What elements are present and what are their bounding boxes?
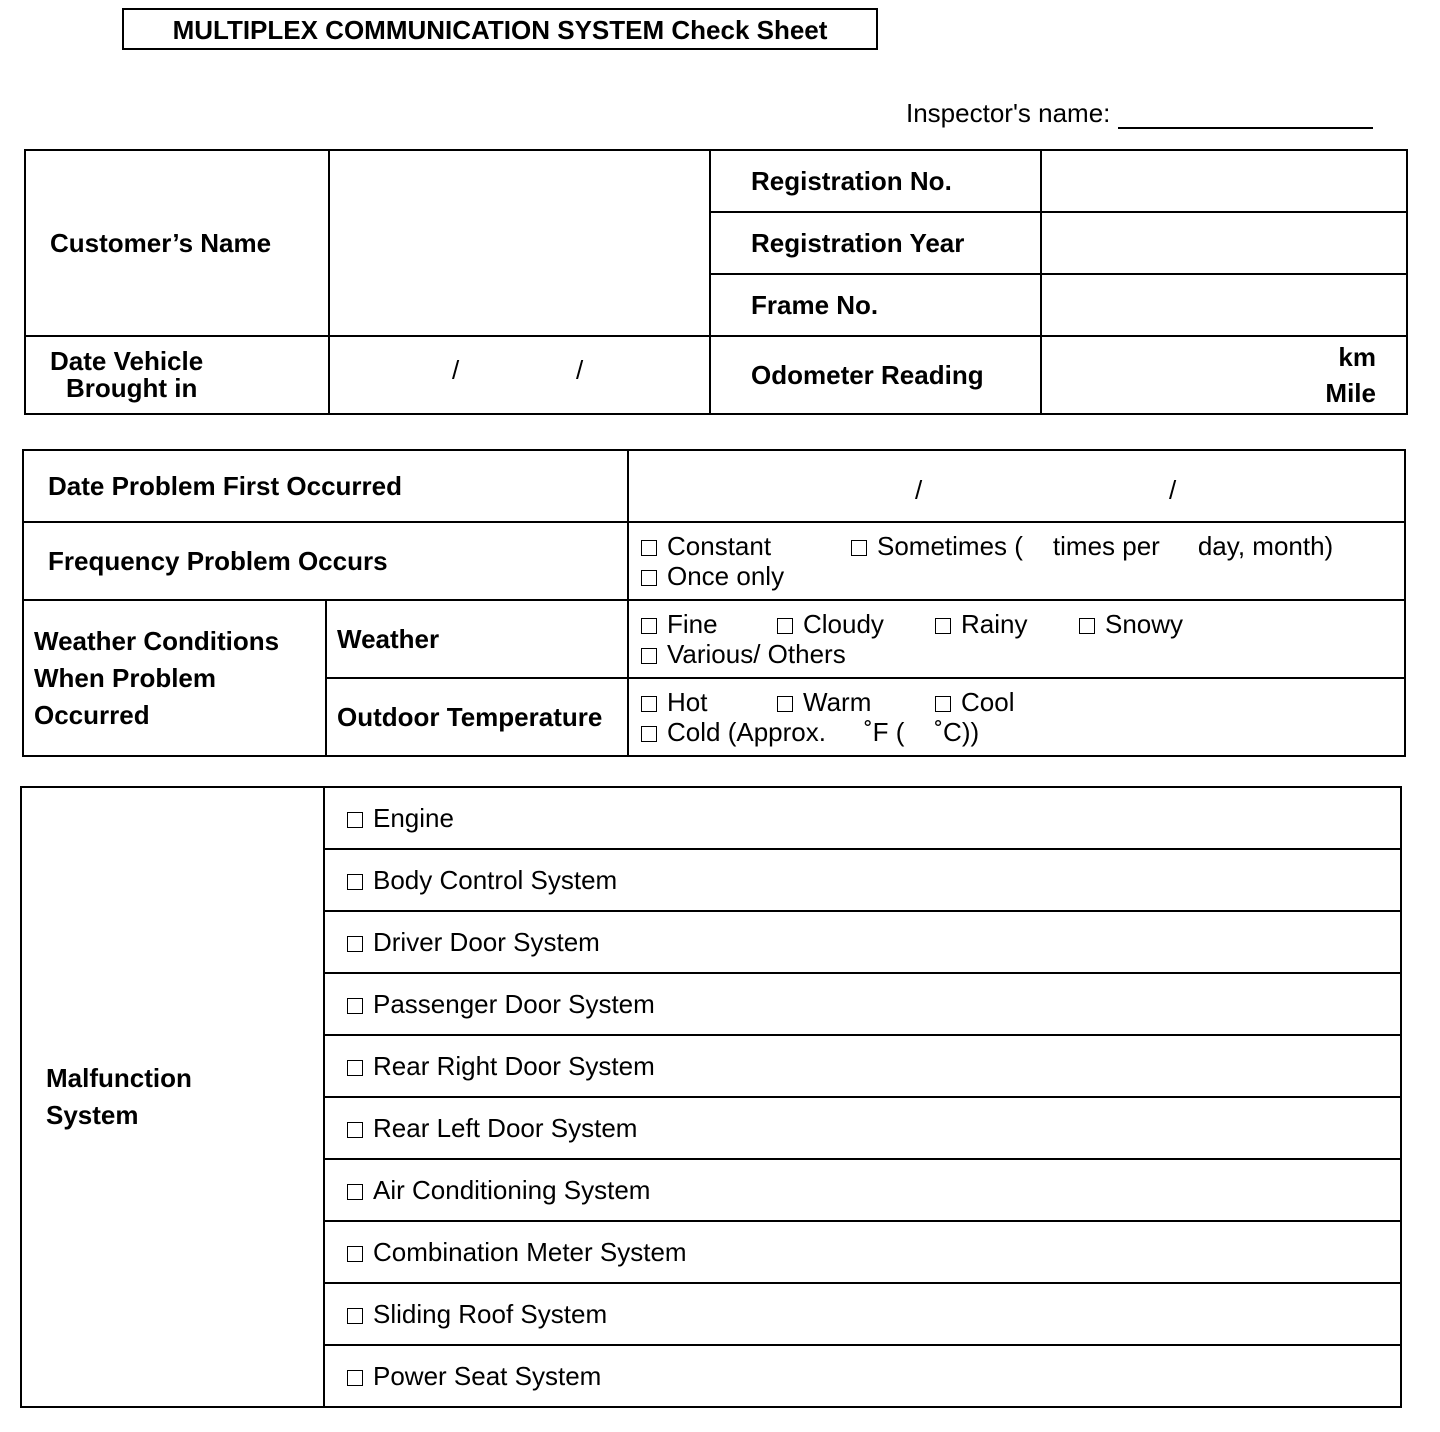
malfunction-label-line1: Malfunction (46, 1063, 192, 1093)
registration-year-label: Registration Year (710, 212, 1041, 274)
frequency-option-sometimes[interactable]: Sometimes ( (851, 531, 1023, 561)
malfunction-system-table (20, 786, 1402, 1408)
system-option-passenger-door[interactable]: Passenger Door System (324, 973, 1401, 1035)
checkbox-icon[interactable] (347, 998, 363, 1014)
registration-no-label: Registration No. (710, 150, 1041, 212)
temperature-unit-f: ˚F ( (863, 717, 905, 747)
system-option-power-seat[interactable]: Power Seat System (324, 1345, 1401, 1407)
weather-option-cloudy[interactable]: Cloudy (777, 609, 935, 639)
checkbox-icon[interactable] (347, 936, 363, 952)
odometer-unit-km: km (1338, 342, 1376, 372)
checkbox-icon[interactable] (347, 1184, 363, 1200)
temperature-option-warm[interactable]: Warm (777, 687, 935, 717)
odometer-field[interactable] (1041, 336, 1407, 414)
system-option-rear-right-door[interactable]: Rear Right Door System (324, 1035, 1401, 1097)
date-separator: / (1169, 475, 1177, 505)
inspector-name-label: Inspector's name: (906, 98, 1111, 128)
weather-option-fine[interactable]: Fine (641, 609, 777, 639)
inspector-name-field (906, 98, 1373, 129)
frame-no-field[interactable] (1041, 274, 1407, 336)
date-separator: / (915, 475, 923, 505)
temperature-option-cold[interactable]: Cold (Approx. (641, 717, 826, 747)
checkbox-icon[interactable] (641, 726, 657, 742)
frequency-option-once-only[interactable]: Once only (641, 561, 784, 591)
date-brought-in-field[interactable] (329, 336, 710, 414)
system-option-engine[interactable]: Engine (324, 787, 1401, 849)
system-option-sliding-roof[interactable]: Sliding Roof System (324, 1283, 1401, 1345)
weather-option-rainy[interactable]: Rainy (935, 609, 1079, 639)
checkbox-icon[interactable] (347, 1308, 363, 1324)
checkbox-icon[interactable] (347, 1370, 363, 1386)
conditions-label-line1: Weather Conditions (34, 625, 280, 656)
weather-option-snowy[interactable]: Snowy (1079, 609, 1183, 639)
checkbox-icon[interactable] (347, 812, 363, 828)
checkbox-icon[interactable] (347, 1060, 363, 1076)
date-separator: / (576, 355, 584, 385)
temperature-option-cool[interactable]: Cool (935, 687, 1014, 717)
system-option-air-conditioning[interactable]: Air Conditioning System (324, 1159, 1401, 1221)
frequency-label: Frequency Problem Occurs (23, 522, 628, 600)
odometer-unit-mile: Mile (1325, 378, 1376, 408)
conditions-label (23, 600, 326, 756)
checkbox-icon[interactable] (935, 618, 951, 634)
problem-conditions-table (22, 449, 1406, 757)
checkbox-icon[interactable] (935, 696, 951, 712)
page-title: MULTIPLEX COMMUNICATION SYSTEM Check Sheet (122, 8, 878, 50)
system-option-body-control[interactable]: Body Control System (324, 849, 1401, 911)
checkbox-icon[interactable] (347, 1246, 363, 1262)
checkbox-icon[interactable] (641, 648, 657, 664)
system-option-combination-meter[interactable]: Combination Meter System (324, 1221, 1401, 1283)
date-brought-in-label-line1: Date Vehicle (50, 346, 204, 376)
malfunction-label-line2: System (46, 1100, 139, 1130)
date-brought-in-label-line2: Brought in (66, 373, 198, 403)
vehicle-info-table (24, 149, 1408, 415)
date-first-occurred-label: Date Problem First Occurred (23, 450, 628, 522)
outdoor-temperature-label: Outdoor Temperature (326, 678, 628, 756)
checkbox-icon[interactable] (641, 696, 657, 712)
conditions-label-line2: When Problem (34, 662, 217, 693)
checkbox-icon[interactable] (347, 874, 363, 890)
checkbox-icon[interactable] (777, 696, 793, 712)
inspector-name-blank[interactable] (1118, 101, 1373, 129)
weather-options (628, 600, 1405, 678)
day-month-label: day, month) (1197, 531, 1334, 561)
temperature-option-hot[interactable]: Hot (641, 687, 777, 717)
customer-name-label: Customer’s Name (25, 150, 329, 336)
checkbox-icon[interactable] (641, 540, 657, 556)
system-option-driver-door[interactable]: Driver Door System (324, 911, 1401, 973)
customer-name-field[interactable] (329, 150, 710, 336)
registration-year-field[interactable] (1041, 212, 1407, 274)
weather-label: Weather (326, 600, 628, 678)
date-separator: / (452, 355, 460, 385)
odometer-label: Odometer Reading (710, 336, 1041, 414)
checkbox-icon[interactable] (1079, 618, 1095, 634)
registration-no-field[interactable] (1041, 150, 1407, 212)
checkbox-icon[interactable] (347, 1122, 363, 1138)
frame-no-label: Frame No. (710, 274, 1041, 336)
frequency-option-constant[interactable]: Constant (641, 531, 851, 561)
times-per-label: times per (1052, 531, 1160, 561)
frequency-options (628, 522, 1405, 600)
date-first-occurred-field[interactable] (628, 450, 1405, 522)
checkbox-icon[interactable] (641, 570, 657, 586)
conditions-label-line3: Occurred (34, 699, 150, 730)
checkbox-icon[interactable] (777, 618, 793, 634)
weather-option-various-others[interactable]: Various/ Others (641, 639, 846, 669)
system-option-rear-left-door[interactable]: Rear Left Door System (324, 1097, 1401, 1159)
temperature-options (628, 678, 1405, 756)
date-brought-in-label (25, 336, 329, 414)
checkbox-icon[interactable] (851, 540, 867, 556)
checkbox-icon[interactable] (641, 618, 657, 634)
malfunction-system-label (21, 787, 324, 1407)
temperature-unit-c: ˚C)) (934, 717, 980, 747)
